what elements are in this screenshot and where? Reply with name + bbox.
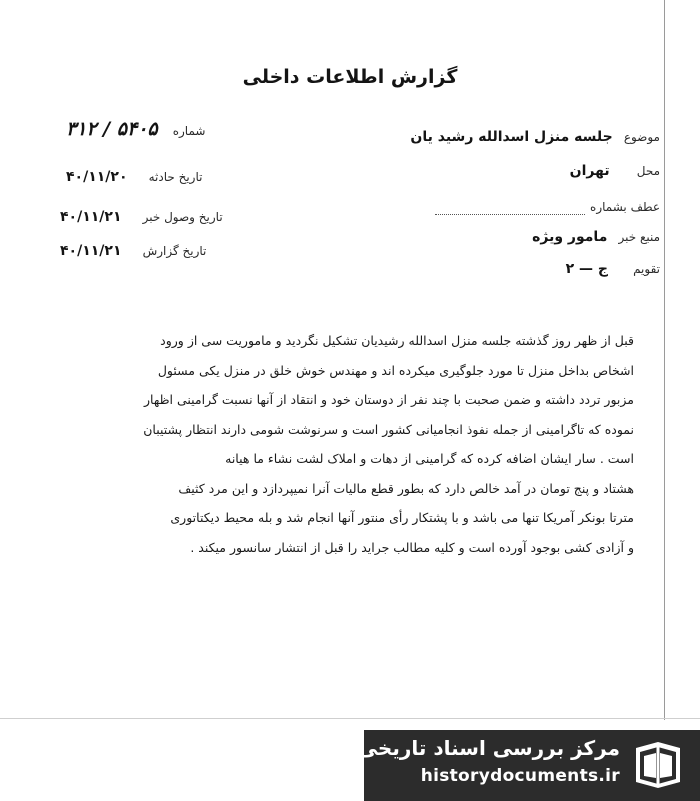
number-label: شماره bbox=[172, 124, 206, 138]
grade-field bbox=[566, 258, 660, 277]
subject-field bbox=[410, 126, 660, 145]
scan-edge-bottom bbox=[0, 718, 700, 719]
receipt-date-label: تاریخ وصول خبر bbox=[142, 210, 223, 224]
report-date-label: تاریخ گزارش bbox=[142, 244, 207, 258]
footer-org-name: مرکز بررسی اسناد تاریخی bbox=[357, 736, 620, 760]
document-title: گزارش اطلاعات داخلی bbox=[242, 66, 458, 88]
event-date-value: ۴۰/۱۱/۲۰ bbox=[66, 169, 128, 185]
subject-value: جلسه منزل اسدالله رشید یان bbox=[410, 129, 613, 145]
grade-value: ج — ۲ bbox=[565, 261, 608, 277]
informant-field bbox=[532, 226, 660, 245]
grade-label: تقویم bbox=[633, 262, 660, 276]
body-line-6: هشتاد و پنج تومان در آمد خالص دارد که بطور قطع مالیات آنرا نمیپردازد و این مرد کثیف bbox=[178, 480, 634, 496]
body-line-2: اشخاص بداخل منزل تا مورد جلوگیری میکرده اند و مهندس خوش خلق در منزل یکی مسئول bbox=[157, 362, 634, 378]
place-value: تهران bbox=[569, 163, 610, 179]
source-dots bbox=[435, 214, 585, 215]
place-field bbox=[570, 160, 660, 179]
body-line-4: نموده که تاگرامینی از جمله نفوذ انجامیانی کشور است و سرنوشت شومی دارند انتظار پشتیبان bbox=[143, 421, 634, 437]
number-field bbox=[66, 118, 205, 140]
footer-url[interactable]: historydocuments.ir bbox=[420, 766, 620, 786]
body-line-3: مزبور تردد داشته و ضمن صحبت با چند نفر از دوستان خود و انتقاد از آنها نسبت گرامینی اظهار bbox=[143, 392, 634, 407]
scan-edge-right bbox=[664, 0, 665, 720]
receipt-date-value: ۴۰/۱۱/۲۱ bbox=[60, 209, 122, 225]
report-date-field bbox=[60, 240, 206, 259]
informant-value: مامور ویژه bbox=[532, 229, 608, 245]
report-date-value: ۴۰/۱۱/۲۱ bbox=[60, 243, 122, 259]
body-line-5: است . سار ایشان اضافه کرده که گرامینی از دهات و املاک لشت نشاء ما هیانه bbox=[225, 451, 634, 466]
subject-label: موضوع bbox=[623, 130, 660, 144]
source-label: عطف بشماره bbox=[590, 200, 660, 214]
informant-label: منبع خبر bbox=[618, 230, 660, 244]
body-line-1: قبل از ظهر روز گذشته جلسه منزل اسدالله رشیدیان تشکیل نگردید و ماموریت سی از ورود bbox=[160, 333, 634, 348]
report-body bbox=[74, 326, 634, 562]
body-line-8: و آزادی کشی بوجود آورده است و کلیه مطالب جراید را قبل از انتشار سانسور میکند . bbox=[190, 539, 634, 555]
event-date-label: تاریخ حادثه bbox=[148, 170, 203, 184]
place-label: محل bbox=[636, 164, 660, 178]
event-date-field bbox=[66, 166, 202, 185]
receipt-date-field bbox=[60, 206, 223, 225]
number-value: ۵۴۰۵ / ۳۱۲ bbox=[66, 118, 158, 140]
body-line-7: مترتا بونکر آمریکا تنها می باشد و با پشتکار رأی منتور آنها انجام شد و بله محیط دیکتاتوری bbox=[170, 510, 634, 525]
source-field bbox=[435, 196, 660, 215]
book-logo-icon bbox=[630, 738, 686, 792]
